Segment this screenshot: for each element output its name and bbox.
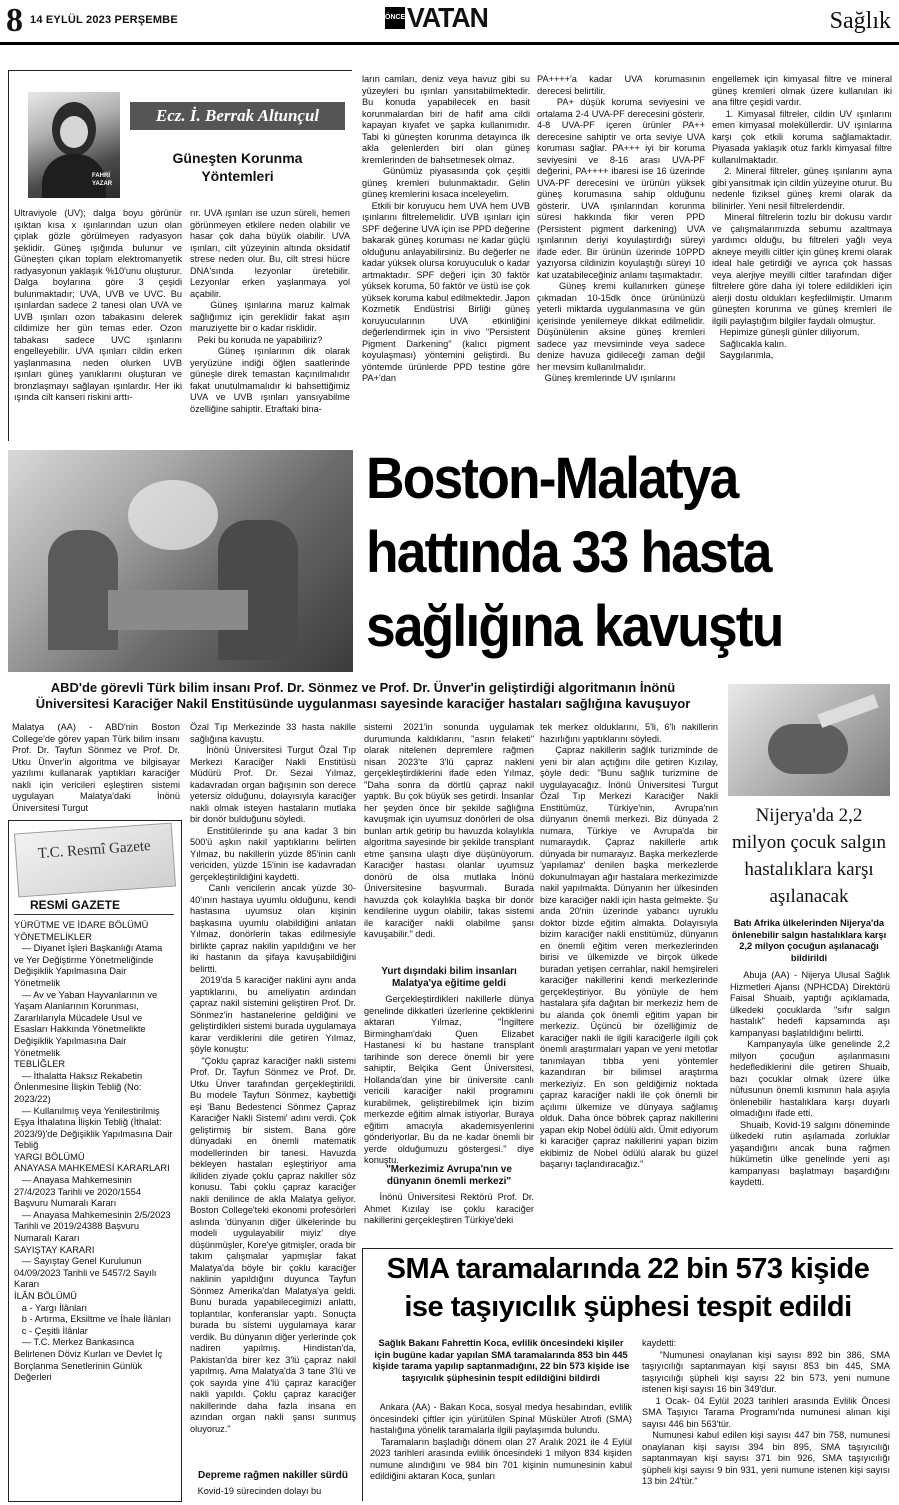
boston-text-3c: İnönü Üniversitesi Rektörü Prof. Dr. Ahmet Kızılay ise çoklu karaciğer nakillerini gerçekleştiren Türkiye'deki — [364, 1192, 537, 1225]
boston-text-2-tail: Kovid-19 sürecinden dolayı bu — [190, 1486, 322, 1496]
boston-text-1: Malatya (AA) - ABD'nin Boston College'de görev yapan Türk bilim insanı Prof. Dr. Tayfun Sönmez ve Prof. Dr. Utku Ünver'in algoritma ve bilgisayar yazılımı kullanarak yaptıkları karaciğer nakli için vericileri eşleştiren sistemi uygulayan Malatya'daki İnönü Üniversitesi Turgut — [12, 722, 183, 813]
resmi-gazete-body: YÜRÜTME VE İDARE BÖLÜMÜ YÖNETMELİKLER — Diyanet İşleri Başkanlığı Atama ve Yer Değiştirme Yönetmeliğinde Değişiklik Yapılmasına Dair Yönetmelik — Av ve Yaban Hayvanlarının ve Yaşam Alanlarının Korunması, Zararlılarıyla Mücadele Usul ve Esasları Hakkında Yönetmelikte Değişiklik Yapılmasına Dair Yönetmelik TEBLİĞLER — İthalatta Haksız Rekabetin Önlenmesine İlişkin Tebliğ (No: 2023/22) — Kullanılmış veya Yenilestirilmiş Eşya İthalatına İlişkin Tebliğ (İthalat: 2023/9)'de Değişiklik Yapılmasına Dair Tebliğ YARGI BÖLÜMÜ ANAYASA MAHKEMESİ KARARLARI — Anayasa Mahkemesinin 27/4/2023 Tarihli ve 2020/1554 Başvuru Numaralı Kararı — Anayasa Mahkemesinin 2/5/2023 Tarihli ve 2019/24388 Başvuru Numaralı Kararı SAYIŞTAY KARARI — Sayıştay Genel Kurulunun 04/09/2023 Tarihli ve 5457/2 Sayılı Kararı İLÂN BÖLÜMÜ a - Yargı İlânları b - Artırma, Eksiltme ve İhale İlânları c - Çeşitli İlânlar — T.C. Merkez Bankasınca Belirlenen Döviz Kurları ve Devlet İç Borçlanma Senetlerinin Günlük Değerleri — [14, 920, 173, 1383]
surgery-photo — [8, 450, 353, 672]
boston-spot-1: ABD'de görevli Türk bilim insanı Prof. Dr. Sönmez ve Prof. Dr. Ünver'in geliştirdiği algoritmanın İnönü — [50, 680, 676, 695]
resmi-gazete-rule — [14, 914, 174, 915]
column-text-1: Ultraviyole (UV); dalga boyu görünür ışıktan kısa x ışınlarından uzun olan çıplak gözle görülmeyen radyasyon şeklidir. Güneş ışığında bulunur ve Güneşten çıkan toplam elektromanyetik radyasyonun yaklaşık %10'unu oluşturur. Dalga boylarına göre 3 çeşidi bulunmaktadır; UVA, UVB ve UVC. Bu ışınlardan sadece 2 tanesi olan UVA ve UVB ışınları ozon tabakasını delerek cildimize her gün temas eder. Ozon tabakası sadece UVC ışınlarını engelleyebilir. UVA ışınları cildin erken yaşlanmasına neden olurken UVB ışınları güneş yanıklarını oluşturan ve bronzlaşmayı sağlayan ışınlardır. Her iki ışında cilt kanseri riskini arttı- — [14, 208, 185, 402]
resmi-gazete-title: RESMİ GAZETE — [30, 898, 121, 912]
section-title: Sağlık — [829, 8, 891, 34]
boston-text-4: tek merkez olduklarını, 5'li, 6'lı nakillerin hazırlığını yaptıklarını söyledi. Çapraz nakillerin sağlık turizminde de yeni bir alan açtığını dile getiren Kızılay, şöyle dedi: "Bunu sağlık turizmine de uygulayacağız. İnönü Üniversitesi Turgut Özal Tıp Merkezi Karaciğer Nakli Enstitümüz, Türkiye'nin, Avrupa'nın dünyanın önemli merkezi. Biz dünyada 2 numara, Türkiye ve Avrupa'da bir numaraydık. Çapraz nakillerle artık dünyada bir numarayız. Başka merkezlerde 'yapılamaz' denilen başka merkezlerde dokunulmayan ağır hastalara merkezimizde nakil yapılmakta. Dünyanın her ülkesinden bize karaciğer nakli için hasta gelmekte. Şu anda 20'nin üzerinde yabancı uyruklu doktor bizde eğitim almakta. Dolayısıyla bizim karaciğer nakli enstitümüz, dünyanın en önemli eğitim veren merkezlerinden birisi ve ülkemizde ve birçok ülkede buradan yetişen cerrahlar, nakil hemşireleri karaciğer nakillerini kendi merkezlerinde gerçekleştiriyor. Bu yönüyle de hem hastalara şifa dağıtan bir merkeziz hem de bu alanda çok önemli eğitim yapan bir merkeziz. Üçüncü bir özelliğimiz de karaciğer nakli ile ilgili karaciğerle ilgili çok önemli araştırmaları yapan ve yeni metotlar tanımlayan tıbba yeni yöntemler kazandıran bir bilimsel araştırma merkeziyiz. En son geldiğimiz noktada çapraz karaciğer nakli ile çok önemli bir açılımı ülkemize ve dünyaya sağlamış olduk. Daha önce böbrek çapraz nakillerini yapan ekip Nobel ödülü aldı. Ümit ediyorum ki karaciğer çapraz nakillerini yapan bizim ekibimiz de Nobel ödülü alarak bu güzel başarıyı taçlandıracağız." — [540, 722, 718, 1169]
sma-body-1: Ankara (AA) - Bakan Koca, sosyal medya hesabından, evlilik öncesindeki çiftler için yürütülen Spinal Müsküler Atrofi (SMA) hastalığına yönelik taramalarla ilgili paylaşımda bulundu. Taramaların başladığı dönem olan 27 Aralık 2021 ile 4 Eylül 2023 tarihleri arasında evlilik öncesindeki 1 milyon 834 kişiden numune alındığını ve 984 bin 701 kişinin numunesinin kabul edildiğini aktaran Koca, şunları — [370, 1402, 632, 1481]
author-photo — [28, 92, 120, 198]
logo-badge: ÖNCE — [385, 7, 405, 29]
boston-subhead-merkez: "Merkezimiz Avrupa'nın ve dünyanın önemli merkezi" — [386, 1164, 512, 1187]
boston-headline-2: hattında 33 hasta — [366, 520, 771, 585]
sma-body-2: kaydetti: "Numunesi onaylanan kişi sayısı 892 bin 386, SMA taşıyıcılığı saptanmayan kişi sayısı 853 bin 445, SMA taşıyıcılığı şüpheli kişi sayısı 22 bin 573, yeni numune istenen kişi sayısı 16 bin 349'dur. 1 Ocak- 04 Eylül 2023 tarihleri arasında Evlilik Öncesi SMA Taşıyıcı Tarama Programı'nda numunesi alınan kişi sayısı 446 bin 563'tür. Numunesi kabul edilen kişi sayısı 447 bin 758, numunesi onaylanan kişi sayısı 394 bin 895, SMA taşıyıcılığı saptanmayan kişi sayısı 371 bin 926, SMA taşıyıcılığı şüpheli kişi sayısı 9 bin 931, yeni numune istenen kişi sayısı 13 bin 24'tür." — [642, 1338, 890, 1486]
column-text-5: engellemek için kimyasal filtre ve mineral güneş kremleri olmak üzere kullanılan iki ana filtre çeşidi vardır. 1. Kimyasal filtreler, cildin UV ışınlarını emen kimyasal moleküllerdir. UV ışınlarına karşı çok etkili koruma sağlamaktadır. Piyasada yaklaşık otuz farklı kimyasal filtre kullanılmaktadır. 2. Mineral filtreler, güneş ışınlarını ayna gibi yansıtmak için cildin yüzeyine oturur. Bu nedenle fiziksel güneş kremi olarak da bilinirler. Yeni nesil filtrelerdendir. Mineral filtrelerin tozlu bir dokusu vardır ve çalışmalarımızda sebumu azaltmaya yardımcı olduğu, bu filtreleri yağlı veya akneye meyilli ciltler için güneş kremi olarak ideal hale getirdiği ve ayrıca çok hassas veya alerjiye meyilli ciltler tarafından diğer filtrelere göre daha iyi tolere edildikleri için alerji dostu oldukları keşfedilmiştir. Umarım güneşten korunma ve güneş kremleri ile ilgili paylaştığım bilgiler faydalı olmuştur. Hepimize güneşli günler diliyorum. Sağlıcakla kalın. Saygılarımla, — [712, 74, 892, 360]
column-author: Ecz. İ. Berrak Altunçul — [155, 106, 320, 125]
column-text-4: PA++++'a kadar UVA korumasının derecesi belirtilir. PA+ düşük koruma seviyesini ve ortalama 2-4 UVA-PF derecesini gösterir. 4-8 UVA-PF içeren ürünler PA++ derecesine sahiptir ve orta seviye UVA koruması sağlar. PA+++ iyi bir koruma seviyesini ve 8-16 arası UVA-PF değerini, PA++++ ibaresi ise 16 üzerinde UVA-PF derecesini ve ürünün yüksek güneş korumasına sahip olduğunu gösterir. UVA ışınlarından korunma süresi hakkında fikir veren PPD (Persistent pigment darkening) UVA ışınlarının deriyi koyulaştırdığı süreyi ifade eder. Bir ürünün üzerinde 10PPD yazıyorsa cildinizin koyulaştığı süreyi 10 kat uzatabileceğiniz anlamı taşımaktadır. Güneş kremi kullanırken güneşe çıkmadan 10-15dk önce ürününüzü yeterli miktarda uygulanmasına ve gün içerisinde yenilemeye dikkat edilmelidir. Düşünülenin aksine güneş kremleri sadece yaz mevsiminde veya sadece denize havuza gidileceği zaman değil her mevsim kullanılmalıdır. Güneş kremlerinde UV ışınlarını — [537, 74, 705, 383]
sma-headline-1: SMA taramalarında 22 bin 573 kişide — [386, 1253, 870, 1285]
boston-subhead-depreme: Depreme rağmen nakiller sürdü — [197, 1470, 349, 1481]
nijerya-headline: Nijerya'da 2,2 milyon çocuk salgın hastalıklara karşı aşılanacak — [731, 805, 887, 907]
photo-caption: FAHRİ YAZAR — [92, 173, 113, 187]
sma-headline-2: ise taşıyıcılık şüphesi tespit edildi — [404, 1291, 852, 1323]
boston-headline-3: sağlığına kavuştu — [366, 594, 783, 659]
vaccine-photo — [728, 684, 890, 796]
sma-spot: Sağlık Bakanı Fahrettin Koca, evlilik öncesindeki kişiler için bugüne kadar yapılan SMA taramalarında 853 bin 445 kişide tarama yapılıp saptanmadığını, 22 bin 573 kişide ise taşıyıcılık şüphesinin tespit edildiğini bildirdi — [372, 1338, 630, 1383]
boston-text-3b: Gerçekleştirdikleri nakillerle dünya genelinde dikkatleri üzerlerine çektiklerini aktaran Yılmaz, "İngiltere Birmingham'daki Quen Elizabet Hastanesi ki bu hastane transplant tarihinde son derece önemli bir yere sahiptir, Belçika Gent Üniversitesi, Hollanda'dan yine bir üniversite canlı vericili karaciğer nakil programını kurabilmek, geliştirebilmek için bizim merkezde eğitim almak istiyorlar. Buraya eğitim amacıyla akademisyenlerini gönderiyorlar. Bu da ne kadar önemli bir yerde olduğumuzu göstergesi." diye konuştu. — [364, 994, 537, 1165]
nijerya-body: Abuja (AA) - Nijerya Ulusal Sağlık Hizmetleri Ajansı (NPHCDA) Direktörü Faisal Shuaib, yaptığı açıklamada, ülkedeki çocuklarda "sıfır salgın hastalık" hedefi kapsamında aşı kampanyası başlatıldığını belirtti. Kampanyayla ülke genelinde 2,2 milyon çocuğun aşılanmasını hedeflediklerini dile getiren Shuaib, bazı çocuklar olmak üzere ülke nüfusunun önemli kısmının hala aşıyla önlenebilir hastalıklara karşı duyarlı olmadığını ifade etti. Shuaib, Kovid-19 salgını döneminde ülkedeki rutin aşılamada zorluklar yaşandığını ancak buna rağmen hükümetin ülke genelinde yeni aşı kampanyası başlatmayı başardığını kaydetti. — [730, 970, 890, 1187]
newspaper-logo — [385, 4, 509, 34]
nijerya-spot: Batı Afrika ülkelerinden Nijerya'da önlenebilir salgın hastalıklara karşı 2,2 milyon çocuğun aşılanacağı bildirildi — [731, 918, 887, 963]
header-rule — [0, 42, 899, 45]
column-title-1: Güneşten Korunma — [172, 150, 303, 166]
boston-text-2: Özal Tıp Merkezinde 33 hasta nakille sağlığına kavuştu. İnönü Üniversitesi Turgut Özal Tıp Merkezi Karaciğer Nakli Enstitüsü Müdürü Prof. Dr. Sezai Yılmaz, kadavradan organ bağışının son derece yetersiz olduğunu, dolayısıyla karaciğer nakli olmak isteyen hastaların mutlaka bir donör bulduğunu söyledi. Enstitülerinde şu ana kadar 3 bin 500'ü aşkın nakil yaptıklarını belirten Yılmaz, bu nakillerin yüzde 85'inin canlı vericiden, yüzde 15'inin ise kadavradan gerçekleştirildiğini kaydetti. Canlı vericilerin ancak yüzde 30-40'ının hastaya uyumlu olduğunu, kendi hastasına uyumsuz olan kişinin başkasına uyumlu olabildiğini anlatan Yılmaz, donörlerin takas edilmesiyle birlikte çapraz nakilin yapıldığını ve her iki hastanın da şifaya kavuşabildiğini belirtti. 2019'da 5 karaciğer naklini aynı anda yaptıklarını, bu ameliyatın ardından çapraz nakil sistemini geliştiren Prof. Dr. Sönmez'in hastanelerine geldiğini ve geliştirdikleri sistemi burada uygulamaya karar verdiklerini dile getiren Yılmaz, şöyle konuştu: "Çoklu çapraz karaciğer nakli sistemi Prof. Dr. Tayfun Sönmez ve Prof. Dr. Utku Ünver tarafından gerçekleştirildi. Bu modele Tayfun Sönmez, kaybettiği eşi 'Banu Bedestenci Sönmez Çapraz Karaciğer Nakli Sistemi' adını verdi. Çok geliştirmiş bir sistem. Bana göre dünyadaki en önemli matematik modellerinden bir tanesi. Havuzda bekleyen hastaları eşleştiriyor ama ikiliden ziyade çoklu çapraz nakiller söz konusu. Tabi çoklu çapraz karaciğer nakli denilince de akla Malatya geliyor. Boston College'teki ekonomi profesörleri aslında 'dünyanın diğer ülkelerinde bu modeli uygulayabilir miyiz' diye düşünmüşler, Kore'ye gitmişler, orada bir takım çalışmalar yapmışlar fakat Malatya'da böyle bir çoklu karaciğer naklinin yapıldığını duyunca Tayfun Sönmez Amerika'dan Malatya'ya geldi. Bunu burada yapabilecegimizi anlattı, toplantılar, konferanslar yaptı. Sonuçta burada bu sistemi uygulamaya karar verdik. Bu dünyanın diğer yerlerinde çok nadiren yapılmış. Hindistan'da, Pakistan'da birer kez 3'lü çapraz nakil yapılmış. Ama Malatya'da 3 tane 3'lü ve çok sayıda yine 4'lü çapraz karaciğer nakli yapıldı. Çoklu çapraz karaciğer nakillerinde daha fazla insana en azından organ nakli şansı sunmuş oluyoruz." — [190, 722, 356, 1434]
boston-subhead-yurtdisi: Yurt dışındaki bilim insanları Malatya'ya eğitime geldi — [381, 966, 517, 989]
column-title-2: Yöntemleri — [201, 168, 274, 184]
issue-date: 14 EYLÜL 2023 PERŞEMBE — [30, 14, 178, 26]
boston-headline-1: Boston-Malatya — [366, 446, 738, 511]
page-number: 8 — [6, 2, 23, 39]
boston-text-3a: sistemi 2021'in sonunda uygulamak durumunda kaldıklarını, "asrın felaketi" olarak nitelenen depremlere rağmen nisan 2023'te 3'lü çapraz nakleni gerçekleştirdiklerini ifade eden Yılmaz, "Daha sonra da dörtlü çapraz nakil yaptık. Bu çok büyük ses getirdi. İnsanlar her şeyden önce bir şekilde sağlığına kavuşmak için uyumsuz donörleri de olsa bunları artık getirip bu havuzda kolaylıkla algoritma sayesinde bir şekilde transplant etme şansına ulaştı diye düşünüyorum. Karaciğer hastası olanlar uyumsuz donörü de olsa mutlaka İnönü Üniversitesine başvurmalı. Burada havuzda çok kolaylıkla başka bir donör kendilerine uygun olabilir, takas sistemi ile karaciğer nakli olabilme şansı kavuşabilir." dedi. — [364, 722, 537, 939]
boston-spot-2: Üniversitesi Karaciğer Nakil Enstitüsünde uygulanması sayesinde karaciğer hastaları sağlığına kavuşuyor — [35, 696, 691, 711]
column-text-3: ların camları, deniz veya havuz gibi su yüzeyleri bu ışınları yansıtabilmektedir. Bu konuda yapabilecek en basit korunmalardan biri de hafif ama cildi kapayan kıyafet ve şapka kullanımıdır. Tabi ki güneşten korunma detayınca ilk akla gelenlerden biri olan güneş kremlerinden de bahsetmesek olmaz. Günümüz piyasasında çok çeşitli güneş kremleri bulunmaktadır. Gelin güneş kremlerini kısaca inceleyelim. Etkili bir koruyucu hem UVA hem UVB ışınlarını filtrelemelidir. UVB ışınları için SPF değerine UVA için ise PPD değerine bakarak güneş koruması ne kadar güçlü olduğunu anlayabilirsiniz. Bu değerler ne kadar yüksek olursa koruyuculuk o kadar artmaktadır. SPF değeri için 30 faktör yüksek koruma, 50 faktör ve üstü ise çok yüksek koruma kabul edilmektedir. Japon Kozmetik Endüstrisi Birliği güneş koruyucularının UVA etkinliğini değerlendirmek için in vivo "Persistent Pigment Darkening" (kalıcı pigment koyulaşması) yöntemini geliştirdi. Bu yöntemde ürünlerde PPD testine göre PA+'dan — [362, 74, 531, 383]
resmi-gazete-logo-text: T.C. Resmî Gazete — [37, 838, 152, 862]
logo-text: VATAN — [407, 2, 488, 33]
column-text-2: rır. UVA ışınları ise uzun süreli, hemen görünmeyen etkilere neden olabilir ve hasar çok daha büyük olabilir. UVA ışınları, cilt yüzeyinin altında oksidatif strese neden olur. Bu, cilt stresi hücre DNA'sında lezyonlar üretebilir. Lezyonlar erken yaşlanmaya yol açabilir. Güneş ışınlarına maruz kalmak sağlığımız için gereklidir fakat aşırı maruziyette bir o kadar risklidir. Peki bu konuda ne yapabiliriz? Güneş ışınlarının dik olarak yeryüzüne indiği öğlen saatlerinde güneşle direk temastan kaçınılmalıdır fakat unutulmamalıdır ki bahsettiğimiz UVA ve UVB ışınları yansıyabilme özelliğine sahiptir. Etraftaki bina- — [190, 208, 350, 414]
resmi-gazete-logo — [14, 823, 176, 898]
